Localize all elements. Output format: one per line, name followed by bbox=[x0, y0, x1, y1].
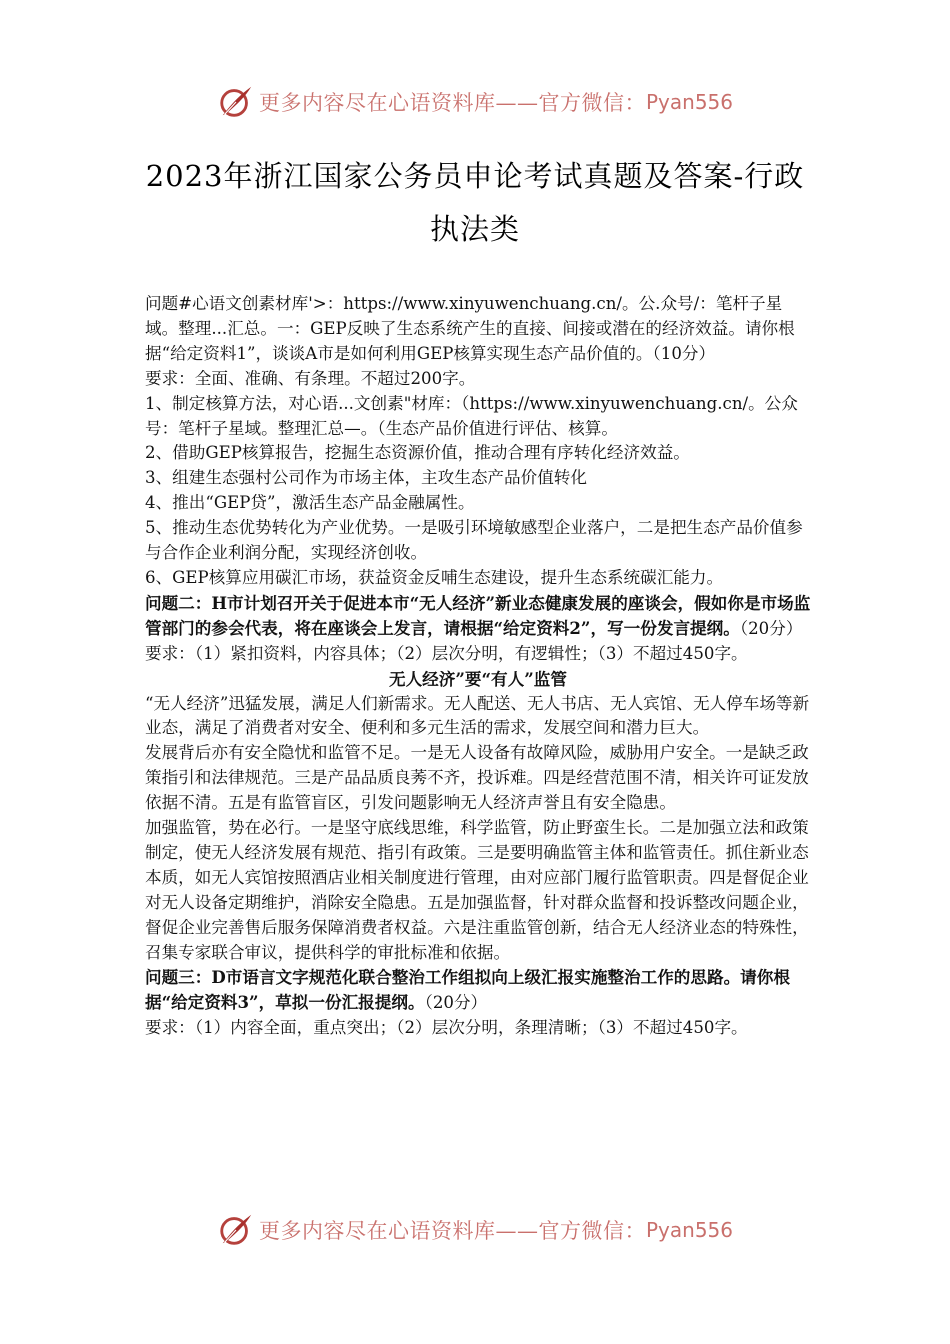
q2-question bbox=[145, 591, 811, 642]
quill-logo-icon bbox=[217, 1211, 255, 1249]
q2-essay-title: 无人经济”要“有人”监管 bbox=[389, 668, 567, 689]
q1-answer-item: 3、组建生态强村公司作为市场主体，主攻生态产品价值转化 bbox=[145, 468, 587, 488]
title-line-1: 2023年浙江国家公务员申论考试真题及答案-行政 bbox=[145, 159, 805, 193]
document-body bbox=[145, 292, 811, 1041]
watermark-text: 更多内容尽在心语资料库——官方微信： bbox=[258, 1219, 646, 1243]
document-title bbox=[100, 150, 850, 256]
watermark-wechat-id: Pyan556 bbox=[645, 90, 733, 114]
q3-requirement: 要求：（1）内容全面，重点突出；（2）层次分明，条理清晰；（3）不超过450字。 bbox=[145, 1018, 748, 1038]
q1-intro: 问题#心语文创素材库'>：https://www.xinyuwenchuang.cn/。公.众号/：笔杆子星域。整理...汇总。一：GEP反映了生态系统产生的直接、间接或潜在的经济效益。请你根据“给定资料1”，谈谈A市是如何利用GEP核算实现生态产品价值的。（10分） bbox=[145, 294, 795, 363]
quill-logo-icon bbox=[217, 83, 255, 121]
q2-paragraph: “无人经济”迅猛发展，满足人们新需求。无人配送、无人书店、无人宾馆、无人停车场等新业态，满足了消费者对安全、便利和多元生活的需求，发展空间和潜力巨大。 bbox=[145, 693, 810, 738]
watermark-banner-bottom bbox=[0, 1210, 950, 1250]
q1-requirement: 要求：全面、准确、有条理。不超过200字。 bbox=[145, 368, 476, 388]
q2-paragraph: 发展背后亦有安全隐忧和监管不足。一是无人设备有故障风险，威胁用户安全。一是缺乏政策指引和法律规范。三是产品品质良莠不齐，投诉难。四是经营范围不清，相关许可证发放依据不清。五是有监管盲区，引发问题影响无人经济声誉且有安全隐患。 bbox=[145, 743, 809, 813]
q2-question-text: 问题二：H市计划召开关于促进本市“无人经济”新业态健康发展的座谈会，假如你是市场监管部门的参会代表，将在座谈会上发言，请根据“给定资料2”，写一份发言提纲。 bbox=[145, 592, 811, 638]
q1-answer-item: 4、推出“GEP贷”，激活生态产品金融属性。 bbox=[145, 493, 475, 513]
q1-answer-item: 6、GEP核算应用碳汇市场，获益资金反哺生态建设，提升生态系统碳汇能力。 bbox=[145, 567, 724, 587]
q3-points: （20分） bbox=[424, 993, 488, 1013]
watermark-text: 更多内容尽在心语资料库——官方微信： bbox=[258, 91, 646, 115]
q2-paragraph: 加强监管，势在必行。一是坚守底线思维，科学监管，防止野蛮生长。二是加强立法和政策制定，使无人经济发展有规范、指引有政策。三是要明确监管主体和监管责任。抓住新业态本质，如无人宾馆按照酒店业相关制度进行管理，由对应部门履行监管职责。四是督促企业对无人设备定期维护，消除安全隐患。五是加强监督，针对群众监督和投诉整改问题企业，督促企业完善售后服务保障消费者权益。六是注重监管创新，结合无人经济业态的特殊性，召集专家联合审议，提供科学的审批标准和依据。 bbox=[145, 818, 809, 962]
q1-answer-item: 1、制定核算方法，对心语...文创素"材库：（https://www.xinyuwenchuang.cn/。公众号：笔杆子星域。整理汇总—。（生态产品价值进行评估、核算。 bbox=[145, 393, 798, 438]
q3-question bbox=[145, 965, 811, 1016]
q1-answer-item: 5、推动生态优势转化为产业优势。一是吸引环境敏感型企业落户，二是把生态产品价值参与合作企业利润分配，实现经济创收。 bbox=[145, 518, 803, 563]
title-line-2: 执法类 bbox=[429, 212, 520, 246]
watermark-wechat-id: Pyan556 bbox=[645, 1218, 733, 1242]
q2-points: （20分） bbox=[739, 618, 803, 638]
q3-question-text: 问题三：D市语言文字规范化联合整治工作组拟向上级汇报实施整治工作的思路。请你根据“给定资料3”，草拟一份汇报提纲。 bbox=[145, 967, 790, 1013]
watermark-banner-top bbox=[0, 82, 950, 122]
q2-requirement: 要求：（1）紧扣资料，内容具体；（2）层次分明，有逻辑性；（3）不超过450字。 bbox=[145, 643, 748, 663]
q1-answer-item: 2、借助GEP核算报告，挖掘生态资源价值，推动合理有序转化经济效益。 bbox=[145, 443, 690, 463]
